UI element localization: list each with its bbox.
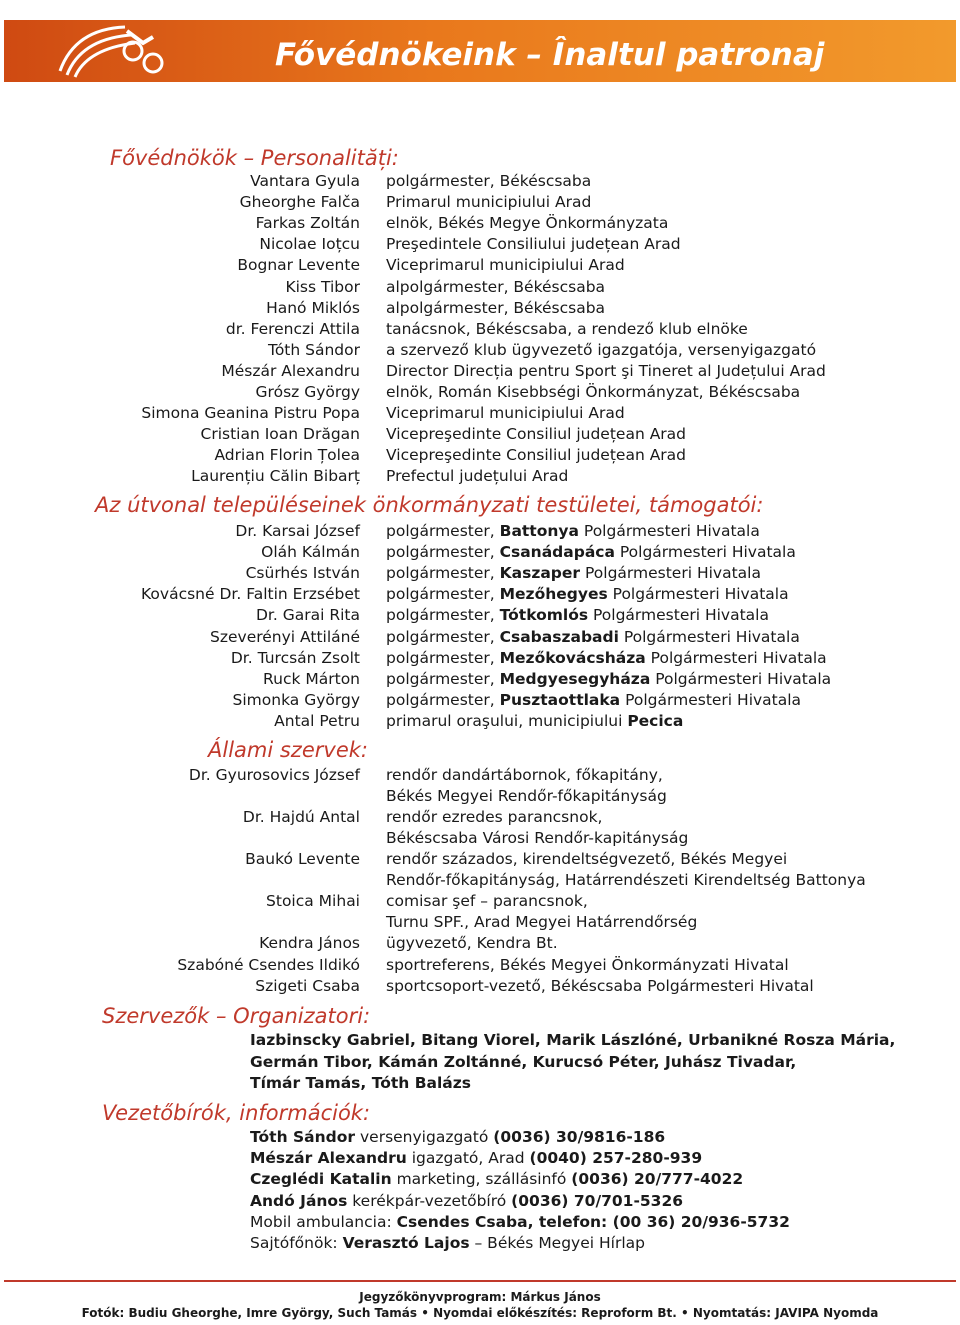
judge-name: Czeglédi Katalin <box>250 1170 392 1189</box>
supporter-role-prefix: polgármester, <box>386 669 500 688</box>
state-role-line1: sportreferens, Békés Megyei Önkormányzati Hivatal <box>386 956 789 974</box>
state-role-line1: rendőr ezredes parancsnok, <box>386 808 603 826</box>
supporter-role-suffix: Polgármesteri Hivatala <box>588 606 769 625</box>
supporter-town: Pecica <box>627 711 684 730</box>
supporter-role <box>386 606 769 624</box>
judge-name: Tóth Sándor <box>250 1128 356 1146</box>
patron-name: Mészár Alexandru <box>221 361 360 380</box>
patron-name: Adrian Florin Țolea <box>214 446 360 465</box>
patron-name: Grósz György <box>255 383 360 401</box>
organizers-line: Tímár Tamás, Tóth Balázs <box>250 1074 471 1092</box>
supporter-town: Csanádapáca <box>499 543 615 562</box>
supporter-role-suffix: Polgármesteri Hivatala <box>645 648 827 667</box>
supporter-role-prefix: polgármester, <box>386 690 500 709</box>
supporter-name: Simonka György <box>232 690 360 709</box>
organizers-line: Germán Tibor, Kámán Zoltánné, Kurucsó Péter, Juhász Tivadar, <box>250 1052 797 1071</box>
supporter-role-prefix: polgármester, <box>386 543 500 562</box>
judge-contact: (0036) 30/9816-186 <box>493 1128 666 1146</box>
patron-name: Hanó Miklós <box>266 298 360 317</box>
supporter-role-suffix: Polgármesteri Hivatala <box>607 585 789 604</box>
patrons-title: Fővédnökök – Personalități: <box>110 146 399 170</box>
judge-line <box>250 1213 790 1231</box>
supporter-name: Kovácsné Dr. Faltin Erzsébet <box>141 585 360 604</box>
supporter-role-suffix: Polgármesteri Hivatala <box>650 669 832 688</box>
page-title: Fővédnökeink – Înaltul patronaj <box>275 37 825 73</box>
state-name: Dr. Gyurosovics József <box>188 766 360 784</box>
judge-line <box>250 1192 683 1210</box>
judge-contact: (0036) 20/777-4022 <box>571 1170 744 1189</box>
supporter-town: Medgyesegyháza <box>499 669 651 688</box>
supporter-name: Oláh Kálmán <box>261 543 360 562</box>
patron-name: dr. Ferenczi Attila <box>225 319 360 338</box>
supporters-title: Az útvonal településeinek önkormányzati testületei, támogatói: <box>95 493 764 517</box>
organizers-line: Iazbinscky Gabriel, Bitang Viorel, Marik Lászlóné, Urbanikné Rosza Mária, <box>250 1031 896 1049</box>
state-role-line2: Turnu SPF., Arad Megyei Határrendőrség <box>386 913 698 931</box>
patron-name: Tóth Sándor <box>267 340 360 359</box>
state-role-line2: Békés Megyei Rendőr-főkapitányság <box>386 787 667 805</box>
state-role-line2: Rendőr-főkapitányság, Határrendészeti Kirendeltség Battonya <box>386 871 866 889</box>
supporter-name: Ruck Márton <box>263 669 360 688</box>
patron-role: Vicepreşedinte Consiliul județean Arad <box>386 446 687 465</box>
patron-name: Vantara Gyula <box>250 172 360 190</box>
state-role-line2: Békéscsaba Városi Rendőr-kapitányság <box>386 829 689 847</box>
supporter-role-prefix: polgármester, <box>386 606 500 625</box>
supporter-town: Mezőhegyes <box>499 585 608 604</box>
judges-title: Vezetőbírók, információk: <box>102 1101 371 1125</box>
supporter-role <box>386 670 831 688</box>
supporter-role <box>386 585 789 603</box>
state-name: Kendra János <box>259 934 360 952</box>
supporter-name: Dr. Karsai József <box>235 522 360 540</box>
supporter-role <box>386 691 801 709</box>
supporter-role <box>386 543 796 561</box>
patron-name: Laurențiu Călin Bibarț <box>191 467 360 486</box>
patron-role: Viceprimarul municipiului Arad <box>386 256 625 275</box>
supporter-name: Szeverényi Attiláné <box>210 627 360 646</box>
footer-credits-2: Fotók: Budiu Gheorghe, Imre György, Such Tamás • Nyomdai előkészítés: Reproform Bt. • Nyomtatás: JAVIPA Nyomda <box>81 1306 879 1320</box>
patron-role: Primarul municipiului Arad <box>386 193 592 212</box>
supporter-role-suffix: Polgármesteri Hivatala <box>578 522 760 540</box>
judge-contact: Verasztó Lajos <box>342 1234 470 1252</box>
organizers-title: Szervezők – Organizatori: <box>102 1004 371 1028</box>
judge-role: kerékpár-vezetőbíró <box>347 1191 512 1210</box>
supporter-role <box>386 649 827 667</box>
patron-role: elnök, Békés Megye Önkormányzata <box>386 214 669 233</box>
supporter-role-suffix: Polgármesteri Hivatala <box>618 627 800 646</box>
state-name: Szigeti Csaba <box>255 977 360 995</box>
supporter-name: Csürhés István <box>245 564 360 583</box>
supporter-role <box>386 522 760 540</box>
supporter-role-prefix: polgármester, <box>386 522 500 540</box>
patron-role: tanácsnok, Békéscsaba, a rendező klub elnöke <box>386 319 748 338</box>
patron-role: Director Direcția pentru Sport şi Tineret al Județului Arad <box>386 361 826 380</box>
patron-role: Preşedintele Consiliului județean Arad <box>386 235 681 254</box>
supporter-role-prefix: polgármester, <box>386 585 500 604</box>
patron-role: a szervező klub ügyvezető igazgatója, versenyigazgató <box>386 340 817 359</box>
patron-name: Farkas Zoltán <box>255 214 360 233</box>
patron-name: Kiss Tibor <box>285 277 360 296</box>
patron-role: Viceprimarul municipiului Arad <box>386 404 625 423</box>
state-role-line1: comisar şef – parancsnok, <box>386 892 588 910</box>
supporter-role-prefix: polgármester, <box>386 564 500 583</box>
supporter-town: Tótkomlós <box>499 606 589 625</box>
supporter-role <box>386 564 761 582</box>
supporter-town: Mezőkovácsháza <box>499 648 646 667</box>
patron-name: Cristian Ioan Drăgan <box>200 425 360 444</box>
judge-note: – Békés Megyei Hírlap <box>469 1234 645 1252</box>
patron-name: Simona Geanina Pistru Popa <box>141 404 360 423</box>
supporter-role <box>386 628 800 646</box>
supporter-role-suffix: Polgármesteri Hivatala <box>614 543 796 562</box>
judge-role: versenyigazgató <box>355 1128 494 1146</box>
state-role-line1: ügyvezető, Kendra Bt. <box>386 934 558 952</box>
supporter-town: Csabaszabadi <box>499 627 619 646</box>
footer-divider <box>4 1280 956 1282</box>
judge-contact: (0040) 257-280-939 <box>529 1149 703 1168</box>
judge-role: Sajtófőnök: <box>250 1234 343 1252</box>
judge-role: marketing, szállásinfó <box>391 1170 572 1189</box>
patron-name: Bognar Levente <box>237 256 360 275</box>
judge-line <box>250 1128 665 1146</box>
supporter-role-suffix: Polgármesteri Hivatala <box>620 690 802 709</box>
supporter-name: Dr. Garai Rita <box>255 606 360 625</box>
supporter-town: Pusztaottlaka <box>499 690 621 709</box>
judge-name: Andó János <box>250 1191 348 1210</box>
supporter-town: Battonya <box>499 522 579 540</box>
judge-line <box>250 1170 743 1188</box>
patron-name: Nicolae Ioțcu <box>259 235 360 254</box>
supporter-role-prefix: primarul oraşului, municipiului <box>386 711 628 730</box>
supporter-role-prefix: polgármester, <box>386 627 500 646</box>
patron-name: Gheorghe Falča <box>239 193 360 212</box>
state-role-line1: rendőr százados, kirendeltségvezető, Békés Megyei <box>386 850 788 868</box>
judge-line <box>250 1234 645 1252</box>
supporter-role-prefix: polgármester, <box>386 648 500 667</box>
cyclist-logo-icon <box>55 21 175 83</box>
state-name: Stoica Mihai <box>266 892 360 910</box>
patron-role: elnök, Román Kisebbségi Önkormányzat, Békéscsaba <box>386 383 801 401</box>
state-role-line1: rendőr dandártábornok, főkapitány, <box>386 766 663 784</box>
judge-contact: (0036) 70/701-5326 <box>511 1191 684 1210</box>
footer-credits-1: Jegyzőkönyvprogram: Márkus János <box>359 1290 601 1304</box>
patron-role: alpolgármester, Békéscsaba <box>386 277 606 296</box>
judge-role: igazgató, Arad <box>406 1149 530 1168</box>
supporter-name: Dr. Turcsán Zsolt <box>230 648 360 667</box>
state-name: Baukó Levente <box>245 850 360 868</box>
supporter-role-suffix: Polgármesteri Hivatala <box>580 564 761 583</box>
state-title: Állami szervek: <box>208 738 368 762</box>
judge-role: Mobil ambulancia: <box>250 1212 397 1231</box>
supporter-name: Antal Petru <box>274 711 360 730</box>
supporter-role <box>386 712 683 730</box>
patron-role: polgármester, Békéscsaba <box>386 172 592 190</box>
supporter-town: Kaszaper <box>499 564 581 583</box>
judge-contact: Csendes Csaba, telefon: (00 36) 20/936-5732 <box>396 1212 790 1231</box>
judge-name: Mészár Alexandru <box>250 1149 407 1168</box>
patron-role: Prefectul județului Arad <box>386 467 569 486</box>
state-name: Dr. Hajdú Antal <box>242 808 360 826</box>
patron-role: Vicepreşedinte Consiliul județean Arad <box>386 425 687 444</box>
judge-line <box>250 1149 702 1167</box>
state-name: Szabóné Csendes Ildikó <box>177 956 360 974</box>
patron-role: alpolgármester, Békéscsaba <box>386 298 606 317</box>
state-role-line1: sportcsoport-vezető, Békéscsaba Polgármesteri Hivatal <box>386 977 814 995</box>
